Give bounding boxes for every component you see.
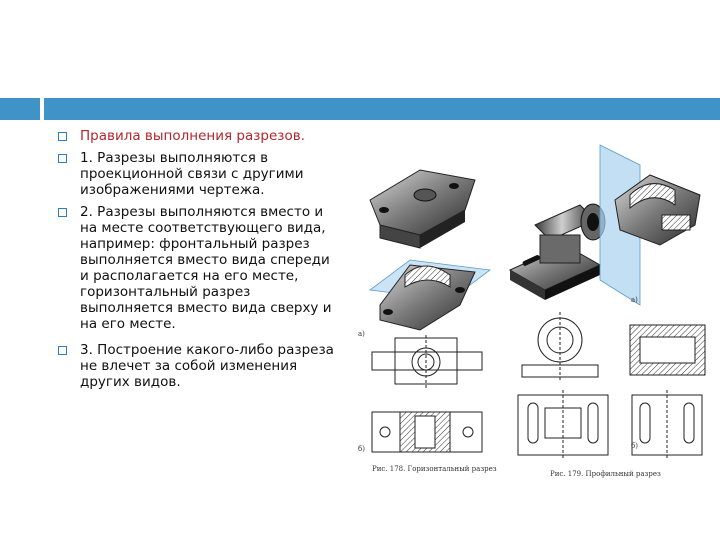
accent-bar-right — [44, 98, 720, 120]
iso-pillow-block — [510, 204, 605, 300]
bullet-text: 2. Разрезы выполняются вместо и на месте соответствующего вида, например: фронтальный разрез выполняется вместо вида спереди и располагается на его месте, горизонтальный разрез выполняется вместо вида сверху и на его месте. — [80, 204, 332, 332]
figure-label-a: а) — [631, 296, 638, 304]
iso-part-sectioned — [370, 260, 490, 330]
bullet-rule-2 — [58, 204, 338, 332]
bullet-marker-icon — [58, 208, 67, 217]
bullet-text: Правила выполнения разрезов. — [80, 128, 305, 144]
bullet-rule-1 — [58, 150, 338, 198]
iso-part-upper — [370, 170, 475, 248]
figure-label-b-left: б) — [358, 445, 365, 453]
bullet-rule-3 — [58, 342, 338, 390]
bullet-text: 1. Разрезы выполняются в проекционной связи с другими изображениями чертежа. — [80, 150, 304, 198]
drawing-top-view — [518, 390, 608, 460]
caption-horizontal-section: Рис. 178. Горизонтальный разрез — [372, 465, 497, 473]
bullet-title — [58, 128, 338, 144]
figure-label-a-left: а) — [358, 330, 365, 338]
caption-profile-section: Рис. 179. Профильный разрез — [550, 470, 661, 478]
bullet-list — [58, 128, 338, 390]
bullet-marker-icon — [58, 154, 67, 163]
drawing-profile-section — [630, 325, 705, 375]
technical-drawings — [350, 140, 720, 490]
drawing-top-section — [632, 390, 702, 460]
drawing-side-view — [522, 312, 598, 380]
bullet-marker-icon — [58, 132, 67, 141]
iso-profile-section — [600, 145, 700, 305]
figure-label-b: б) — [631, 442, 638, 450]
accent-bar-left — [0, 98, 40, 120]
drawing-figures — [350, 140, 720, 490]
bullet-text: 3. Построение какого-либо разреза не влечет за собой изменения других видов. — [80, 342, 334, 390]
bullet-marker-icon — [58, 346, 67, 355]
drawing-front-view — [372, 335, 482, 390]
drawing-horizontal-section — [372, 412, 482, 452]
